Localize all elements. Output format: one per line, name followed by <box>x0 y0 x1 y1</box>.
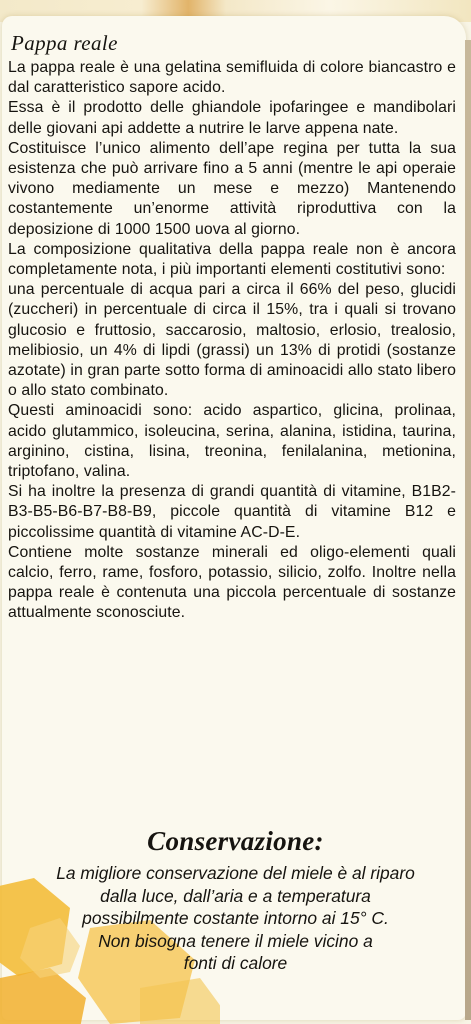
main-content <box>8 30 456 624</box>
conservazione-line: La migliore conservazione del miele è al riparo <box>56 863 415 883</box>
paragraph-queen-food: Costituisce l’unico alimento dell’ape regina per tutta la sua esistenza che può arrivare fino a 5 anni (mentre le api operaie vivono mediamente un mese e mezzo) Mantenendo costantemente un’enorme attività riproduttiva con la deposizione di 1000 1500 uova al giorno. <box>8 139 456 238</box>
paragraph-description: La pappa reale è una gelatina semifluida di colore biancastro e dal caratteristico sapore acido. <box>8 59 456 97</box>
paragraph-vitamins: Si ha inoltre la presenza di grandi quantità di vitamine, B1B2-B3-B5-B6-B7-B8-B9, piccole quantità di vitamine B12 e piccolissime quantità di vitamine AC-D-E. <box>8 483 456 541</box>
conservazione-line: fonti di calore <box>183 953 288 973</box>
paragraph-origin: Essa è il prodotto delle ghiandole ipofaringee e mandibolari delle giovani api addette a nutrire le larve appena nate. <box>8 99 456 137</box>
conservazione-line: Non bisogna tenere il miele vicino a <box>98 930 373 951</box>
section-title-conservazione: Conservazione: <box>147 826 324 856</box>
section-title-pappa-reale: Pappa reale <box>11 31 118 55</box>
paragraph-minerals: Contiene molte sostanze minerali ed oligo-elementi quali calcio, ferro, rame, fosforo, potassio, silicio, zolfo. Inoltre nella pappa reale è contenuta una piccola percentuale di sostanze attualmente sconosciute. <box>8 543 456 622</box>
paragraph-composition-intro: La composizione qualitativa della pappa reale non è ancora completamente nota, i più importanti elementi costitutivi sono: <box>8 240 456 279</box>
paragraph-composition: una percentuale di acqua pari a circa il 66% del peso, glucidi (zuccheri) in percentuale di circa il 15%, tra i quali si trovano glucosio e fruttosio, saccarosio, maltosio, erlosio, trealosio, melibiosio, un 4% di lipdi (grassi) un 13% di protidi (sostanze azotate) in gran parte sotto forma di aminoacidi allo stato libero o allo stato combinato. <box>8 281 456 400</box>
paragraph-aminoacids: Questi aminoacidi sono: acido aspartico, glicina, prolinaa, acido glutammico, isoleucina, serina, alanina, istidina, taurina, arginino, cistina, lisina, treonina, fenilalanina, metionina, triptofano, valina. <box>8 402 456 481</box>
conservazione-line: possibilmente costante intorno ai 15° C. <box>82 908 389 928</box>
conservazione-line: dalla luce, dall’aria e a temperatura <box>100 885 371 906</box>
conservazione-section <box>0 826 471 975</box>
